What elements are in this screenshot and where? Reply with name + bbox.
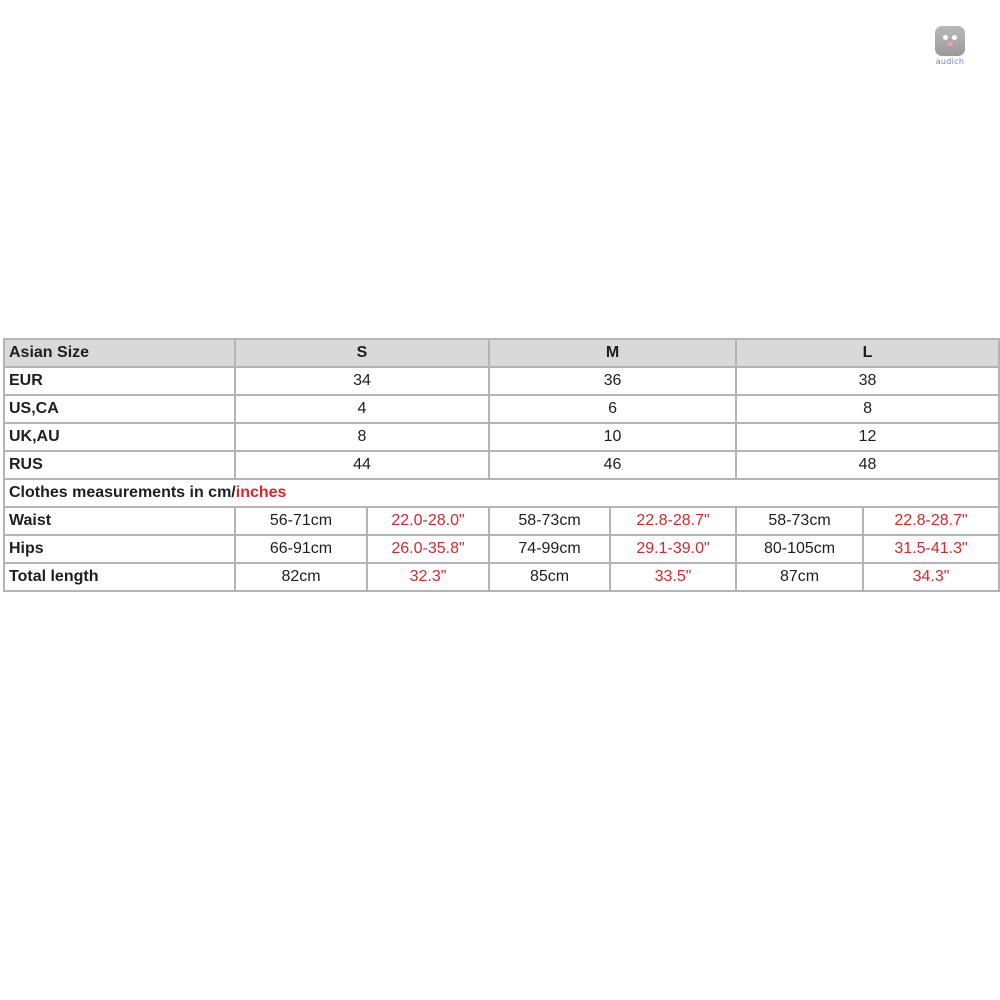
measurements-title-inches: inches xyxy=(235,484,287,501)
table-cell: 66-91cm xyxy=(235,535,367,563)
table-cell: 56-71cm xyxy=(235,507,367,535)
table-cell: 31.5-41.3" xyxy=(863,535,999,563)
table-cell: 34.3" xyxy=(863,563,999,591)
row-label: EUR xyxy=(4,367,235,395)
table-cell: 32.3" xyxy=(367,563,489,591)
table-cell: 58-73cm xyxy=(489,507,610,535)
total-length-row xyxy=(4,563,999,591)
waist-row xyxy=(4,507,999,535)
row-label: US,CA xyxy=(4,395,235,423)
table-cell: 85cm xyxy=(489,563,610,591)
size-l-header: L xyxy=(736,339,999,367)
table-cell: 22.8-28.7" xyxy=(863,507,999,535)
rus-row xyxy=(4,451,999,479)
table-cell: 6 xyxy=(489,395,736,423)
measurements-title xyxy=(4,479,999,507)
table-cell: 12 xyxy=(736,423,999,451)
table-cell: 36 xyxy=(489,367,736,395)
row-label: Total length xyxy=(4,563,235,591)
brand-logo-text: audich xyxy=(935,57,965,66)
header-label: Asian Size xyxy=(4,339,235,367)
table-cell: 22.0-28.0" xyxy=(367,507,489,535)
table-cell: 80-105cm xyxy=(736,535,863,563)
table-cell: 33.5" xyxy=(610,563,736,591)
table-cell: 4 xyxy=(235,395,489,423)
row-label: Hips xyxy=(4,535,235,563)
size-chart-table xyxy=(3,338,1000,592)
size-m-header: M xyxy=(489,339,736,367)
table-cell: 8 xyxy=(235,423,489,451)
table-cell: 48 xyxy=(736,451,999,479)
table-cell: 38 xyxy=(736,367,999,395)
measurements-title-row xyxy=(4,479,999,507)
table-cell: 8 xyxy=(736,395,999,423)
table-cell: 26.0-35.8" xyxy=(367,535,489,563)
table-cell: 46 xyxy=(489,451,736,479)
bear-face-icon xyxy=(935,26,965,56)
row-label: Waist xyxy=(4,507,235,535)
table-cell: 22.8-28.7" xyxy=(610,507,736,535)
hips-row xyxy=(4,535,999,563)
table-cell: 74-99cm xyxy=(489,535,610,563)
row-label: RUS xyxy=(4,451,235,479)
size-s-header: S xyxy=(235,339,489,367)
table-cell: 82cm xyxy=(235,563,367,591)
size-header-row xyxy=(4,339,999,367)
table-cell: 58-73cm xyxy=(736,507,863,535)
measurements-title-text: Clothes measurements in cm/ xyxy=(9,484,236,501)
brand-logo xyxy=(930,26,970,72)
eur-row xyxy=(4,367,999,395)
us-ca-row xyxy=(4,395,999,423)
table-cell: 10 xyxy=(489,423,736,451)
table-cell: 44 xyxy=(235,451,489,479)
table-cell: 87cm xyxy=(736,563,863,591)
table-cell: 29.1-39.0" xyxy=(610,535,736,563)
uk-au-row xyxy=(4,423,999,451)
row-label: UK,AU xyxy=(4,423,235,451)
table-cell: 34 xyxy=(235,367,489,395)
